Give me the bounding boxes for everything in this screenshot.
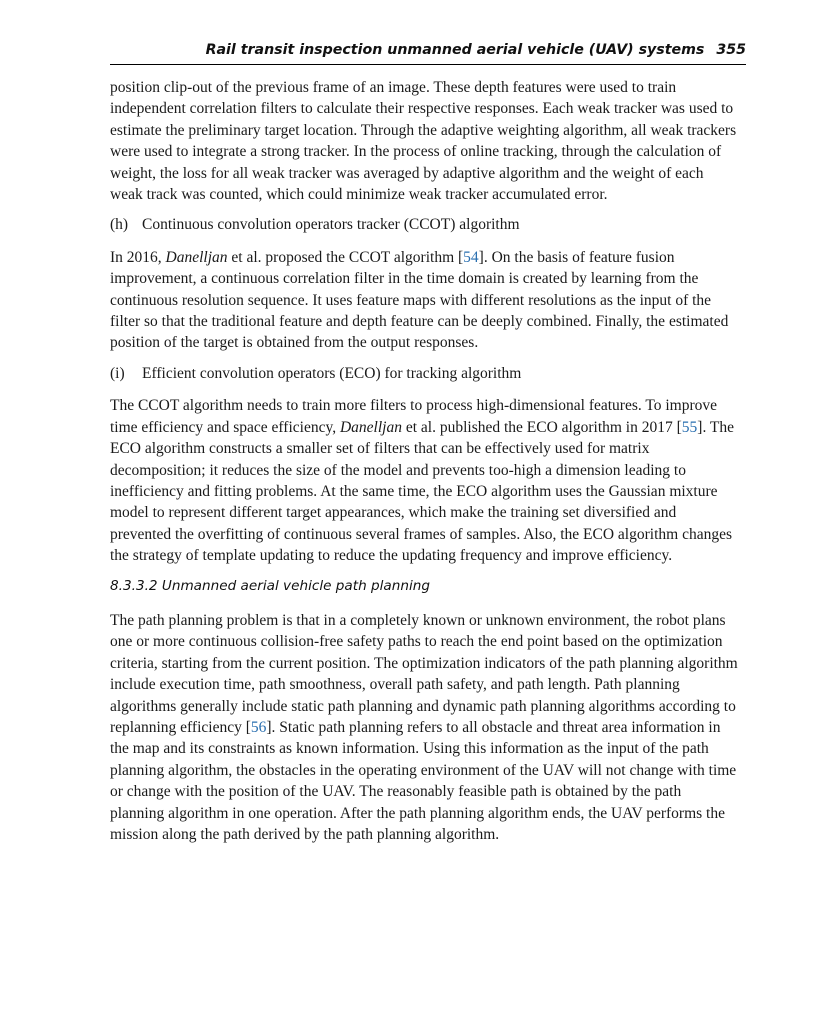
text-run: et al. published the ECO algorithm in 2017 [ <box>401 418 682 436</box>
text-run: In 2016, <box>110 248 166 266</box>
text-run: The CCOT algorithm needs to train more filters to process high-dimensional features. To improve time efficiency and space efficiency, <box>110 397 718 436</box>
running-title: Rail transit inspection unmanned aerial vehicle (UAV) systems <box>205 42 705 58</box>
citation-link-55[interactable]: 55 <box>681 418 698 436</box>
section-heading: 8.3.3.2 Unmanned aerial vehicle path planning <box>110 577 430 594</box>
text-run: et al. proposed the CCOT algorithm [ <box>227 248 464 266</box>
citation-link-56[interactable]: 56 <box>250 718 267 736</box>
author-name: Danelljan <box>165 248 228 266</box>
list-text-h: Continuous convolution operators tracker (CCOT) algorithm <box>142 216 520 234</box>
author-name: Danelljan <box>339 418 402 436</box>
body-text <box>110 77 738 845</box>
paragraph-eco <box>110 395 738 566</box>
list-label-h: (h) <box>110 216 129 234</box>
list-label-i: (i) <box>110 364 125 382</box>
paragraph-weak-tracker: position clip-out of the previous frame of an image. These depth features were used to train independent correlation filters to calculate their respective responses. Each weak tracker was used to estimate the preliminary target location. Through the adaptive weighting algorithm, all weak trackers were used to integrate a strong tracker. In the process of online tracking, through the calculation of weight, the loss for all weak tracker was averaged by adaptive algorithm and the weight of each weak track was counted, which could minimize weak tracker accumulated error. <box>110 79 737 204</box>
text-run: ]. Static path planning refers to all obstacle and threat area information in the map and its constraints as known information. Using this information as the input of the path planning algorithm, the obstacles in the operating environment of the UAV will not change with time or change with the position of the UAV. The reasonably feasible path is obtained by the path planning algorithm in one operation. After the path planning algorithm ends, the UAV performs the mission along the path derived by the path planning algorithm. <box>110 718 737 843</box>
list-item-i <box>110 363 738 384</box>
paragraph-path-planning <box>110 610 738 845</box>
text-run: ]. The ECO algorithm constructs a smaller set of filters that can be effectively used for matrix decomposition; it reduces the size of the model and prevents too-high a dimension leading to inefficiency and fitting problems. At the same time, the ECO algorithm uses the Gaussian mixture model to represent different target appearances, which make the training set diversified and prevented the overfitting of continuous several frames of samples. Also, the ECO algorithm changes the strategy of template updating to reduce the updating frequency and improve efficiency. <box>110 418 735 565</box>
running-header <box>110 40 746 65</box>
paragraph-ccot <box>110 247 738 354</box>
list-item-h <box>110 214 738 235</box>
text-run: ]. On the basis of feature fusion improvement, a continuous correlation filter in the time domain is created by learning from the continuous resolution sequence. It uses feature maps with different resolutions as the input of the filter so that the traditional feature and depth feature can be deeply combined. Finally, the estimated position of the target is obtained from the output responses. <box>110 248 729 352</box>
citation-link-54[interactable]: 54 <box>463 248 479 266</box>
text-run: The path planning problem is that in a completely known or unknown environment, the robot plans one or more continuous collision-free safety paths to reach the end point based on the optimization criteria, starting from the current position. The optimization indicators of the path planning algorithm include execution time, path smoothness, overall path safety, and path length. Path planning algorithms generally include static path planning and dynamic path planning algorithms according to replanning efficiency [ <box>110 611 738 736</box>
page-number: 355 <box>716 42 746 58</box>
list-text-i: Efficient convolution operators (ECO) for tracking algorithm <box>142 364 522 382</box>
